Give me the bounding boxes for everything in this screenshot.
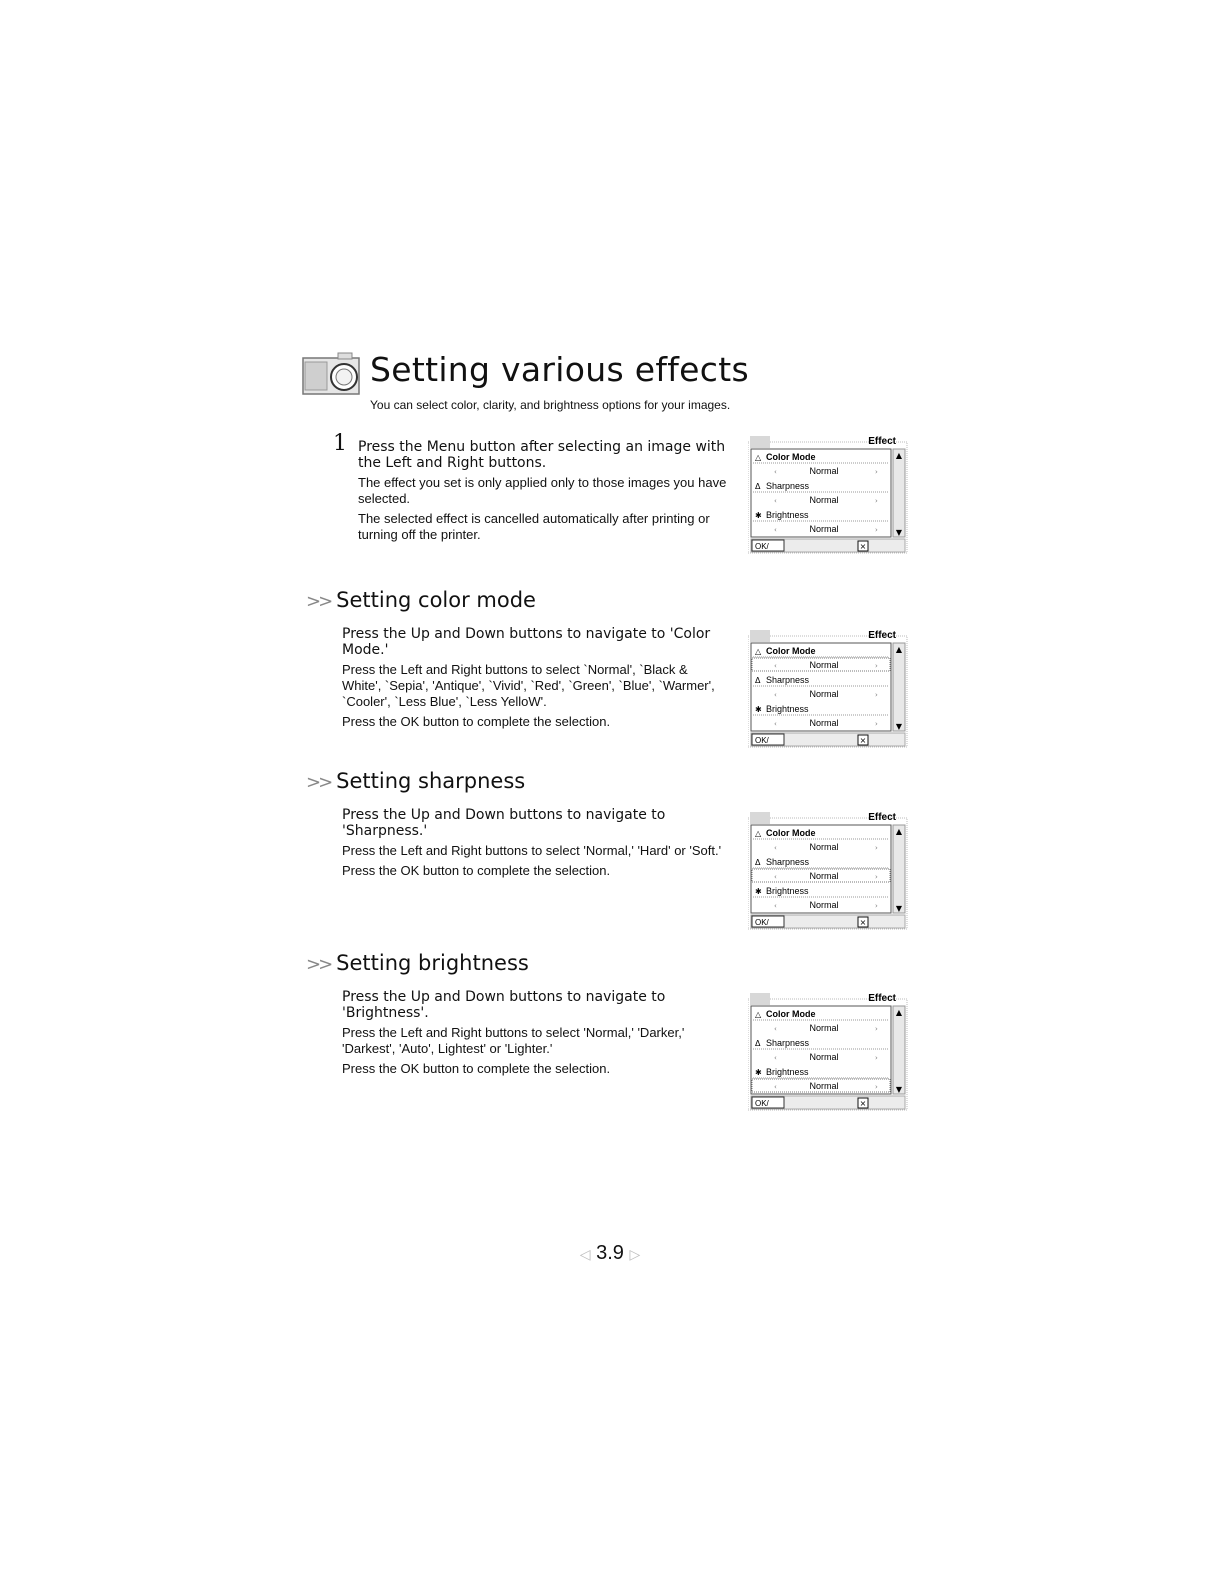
lcd-header-icon — [750, 436, 770, 448]
lcd-item-label: Brightness — [766, 1067, 809, 1077]
lcd-scrollbar — [893, 643, 905, 731]
lcd-item-value: Normal — [809, 842, 839, 852]
lcd-scrollbar — [893, 1006, 905, 1094]
section-heading-brightness — [306, 951, 529, 975]
lcd-left-arrow-icon: ‹ — [774, 844, 777, 852]
lcd-ok-label: OK/ — [755, 1099, 769, 1108]
lcd-item-label: Sharpness — [766, 857, 810, 867]
camera-icon — [302, 352, 362, 396]
lcd-right-arrow-icon: › — [875, 873, 878, 881]
scroll-down-icon: ▼ — [895, 528, 903, 537]
lcd-header: Effect — [868, 993, 896, 1004]
section-paragraph: Press the Left and Right buttons to select `Normal', `Black & White', `Sepia', 'Antique', `Vivid', `Red', `Green', `Blue', `Warmer', `Cooler', `Less Blue', `Less YelloW'. — [342, 662, 715, 709]
lcd-item-icon: Δ — [755, 1039, 761, 1048]
scroll-up-icon: ▲ — [895, 645, 903, 654]
lcd-left-arrow-icon: ‹ — [774, 662, 777, 670]
lcd-item-icon: △ — [755, 647, 762, 656]
lcd-left-arrow-icon: ‹ — [774, 902, 777, 910]
section-body-color-mode — [342, 626, 727, 734]
section-heading-sharpness — [306, 769, 525, 793]
lcd-ok-label: OK/ — [755, 918, 769, 927]
lcd-right-arrow-icon: › — [875, 844, 878, 852]
lcd-item-icon: ✱ — [755, 1068, 762, 1077]
lcd-item-label: Brightness — [766, 704, 809, 714]
lcd-left-arrow-icon: ‹ — [774, 497, 777, 505]
close-icon: × — [859, 1099, 867, 1108]
lcd-left-arrow-icon: ‹ — [774, 1025, 777, 1033]
lcd-screen-brightness — [748, 991, 908, 1111]
section-title: Setting sharpness — [336, 769, 526, 793]
step-instructions — [358, 439, 738, 547]
page-number — [560, 1242, 660, 1265]
step-note-2: The selected effect is cancelled automatically after printing or turning off the printer. — [358, 511, 710, 542]
lcd-right-arrow-icon: › — [875, 720, 878, 728]
lcd-item-label: Color Mode — [766, 646, 816, 656]
lcd-header-icon — [750, 630, 770, 642]
lcd-right-arrow-icon: › — [875, 902, 878, 910]
scroll-up-icon: ▲ — [895, 451, 903, 460]
lcd-right-arrow-icon: › — [875, 1025, 878, 1033]
section-paragraph: Press the Left and Right buttons to select 'Normal,' 'Hard' or 'Soft.' — [342, 843, 722, 858]
lcd-item-label: Sharpness — [766, 675, 810, 685]
lcd-item-label: Color Mode — [766, 452, 816, 462]
lcd-item-value: Normal — [809, 466, 839, 476]
lcd-svg — [748, 991, 908, 1111]
lcd-right-arrow-icon: › — [875, 662, 878, 670]
lcd-item-label: Sharpness — [766, 481, 810, 491]
lcd-svg — [748, 810, 908, 930]
lcd-ok-label: OK/ — [755, 542, 769, 551]
lcd-left-arrow-icon: ‹ — [774, 873, 777, 881]
lcd-svg — [748, 628, 908, 748]
scroll-down-icon: ▼ — [895, 904, 903, 913]
lcd-item-icon: ✱ — [755, 887, 762, 896]
lcd-item-icon: △ — [755, 829, 762, 838]
lcd-item-icon: △ — [755, 1010, 762, 1019]
lcd-item-label: Brightness — [766, 510, 809, 520]
lcd-right-arrow-icon: › — [875, 691, 878, 699]
section-paragraph: Press the OK button to complete the selection. — [342, 714, 611, 729]
lcd-item-label: Color Mode — [766, 1009, 816, 1019]
scroll-down-icon: ▼ — [895, 1085, 903, 1094]
left-decoration-icon: ◁ — [579, 1246, 591, 1262]
lcd-screen-sharpness — [748, 810, 908, 930]
lcd-item-value: Normal — [809, 900, 839, 910]
lcd-left-arrow-icon: ‹ — [774, 1083, 777, 1091]
scroll-up-icon: ▲ — [895, 1008, 903, 1017]
lcd-header-icon — [750, 993, 770, 1005]
lcd-item-value: Normal — [809, 718, 839, 728]
section-heading-color-mode — [306, 588, 536, 612]
section-title: Setting brightness — [336, 951, 529, 975]
lcd-left-arrow-icon: ‹ — [774, 468, 777, 476]
lcd-header: Effect — [868, 436, 896, 447]
section-paragraph: Press the OK button to complete the selection. — [342, 1061, 611, 1076]
lcd-item-label: Color Mode — [766, 828, 816, 838]
lcd-ok-label: OK/ — [755, 736, 769, 745]
lcd-left-arrow-icon: ‹ — [774, 691, 777, 699]
lcd-right-arrow-icon: › — [875, 1054, 878, 1062]
lcd-scrollbar — [893, 449, 905, 537]
double-chevron-icon: >> — [306, 772, 331, 793]
lcd-item-value: Normal — [809, 1023, 839, 1033]
lcd-item-icon: Δ — [755, 858, 761, 867]
page-title: Setting various effects — [370, 350, 749, 389]
section-body-sharpness — [342, 807, 727, 883]
lcd-right-arrow-icon: › — [875, 497, 878, 505]
section-paragraph: Press the Left and Right buttons to select 'Normal,' 'Darker,' 'Darkest', 'Auto', Lightest' or 'Lighter.' — [342, 1025, 685, 1056]
section-paragraph: Press the Up and Down buttons to navigate to 'Color Mode.' — [342, 626, 711, 658]
lcd-item-icon: Δ — [755, 482, 761, 491]
scroll-up-icon: ▲ — [895, 827, 903, 836]
close-icon: × — [859, 918, 867, 927]
lcd-item-icon: △ — [755, 453, 762, 462]
scroll-down-icon: ▼ — [895, 722, 903, 731]
lcd-left-arrow-icon: ‹ — [774, 720, 777, 728]
lcd-right-arrow-icon: › — [875, 526, 878, 534]
close-icon: × — [859, 542, 867, 551]
lcd-svg — [748, 434, 908, 554]
lcd-scrollbar — [893, 825, 905, 913]
step-number: 1 — [333, 431, 347, 456]
right-decoration-icon: ▷ — [629, 1246, 641, 1262]
lcd-item-value: Normal — [809, 1081, 839, 1091]
lcd-item-value: Normal — [809, 495, 839, 505]
section-title: Setting color mode — [336, 588, 536, 612]
lcd-item-label: Brightness — [766, 886, 809, 896]
double-chevron-icon: >> — [306, 954, 331, 975]
lcd-left-arrow-icon: ‹ — [774, 526, 777, 534]
lcd-header-icon — [750, 812, 770, 824]
lcd-header: Effect — [868, 812, 896, 823]
lcd-item-icon: ✱ — [755, 705, 762, 714]
lcd-item-icon: Δ — [755, 676, 761, 685]
lcd-right-arrow-icon: › — [875, 1083, 878, 1091]
lcd-item-value: Normal — [809, 871, 839, 881]
step-note-1: The effect you set is only applied only to those images you have selected. — [358, 475, 727, 506]
section-paragraph: Press the Up and Down buttons to navigate to 'Sharpness.' — [342, 807, 666, 839]
step-main: Press the Menu button after selecting an image with the Left and Right buttons. — [358, 439, 726, 471]
lcd-item-value: Normal — [809, 524, 839, 534]
lcd-header: Effect — [868, 630, 896, 641]
section-paragraph: Press the Up and Down buttons to navigate to 'Brightness'. — [342, 989, 666, 1021]
close-icon: × — [859, 736, 867, 745]
lcd-screen-effect-menu — [748, 434, 908, 554]
double-chevron-icon: >> — [306, 591, 331, 612]
lcd-item-label: Sharpness — [766, 1038, 810, 1048]
section-body-brightness — [342, 989, 727, 1081]
lcd-item-icon: ✱ — [755, 511, 762, 520]
lcd-screen-color-mode — [748, 628, 908, 748]
lcd-item-value: Normal — [809, 1052, 839, 1062]
section-paragraph: Press the OK button to complete the selection. — [342, 863, 611, 878]
lcd-right-arrow-icon: › — [875, 468, 878, 476]
page-number-text: 3.9 — [596, 1242, 624, 1264]
page-subtitle: You can select color, clarity, and brightness options for your images. — [370, 398, 731, 412]
lcd-item-value: Normal — [809, 689, 839, 699]
lcd-item-value: Normal — [809, 660, 839, 670]
lcd-left-arrow-icon: ‹ — [774, 1054, 777, 1062]
